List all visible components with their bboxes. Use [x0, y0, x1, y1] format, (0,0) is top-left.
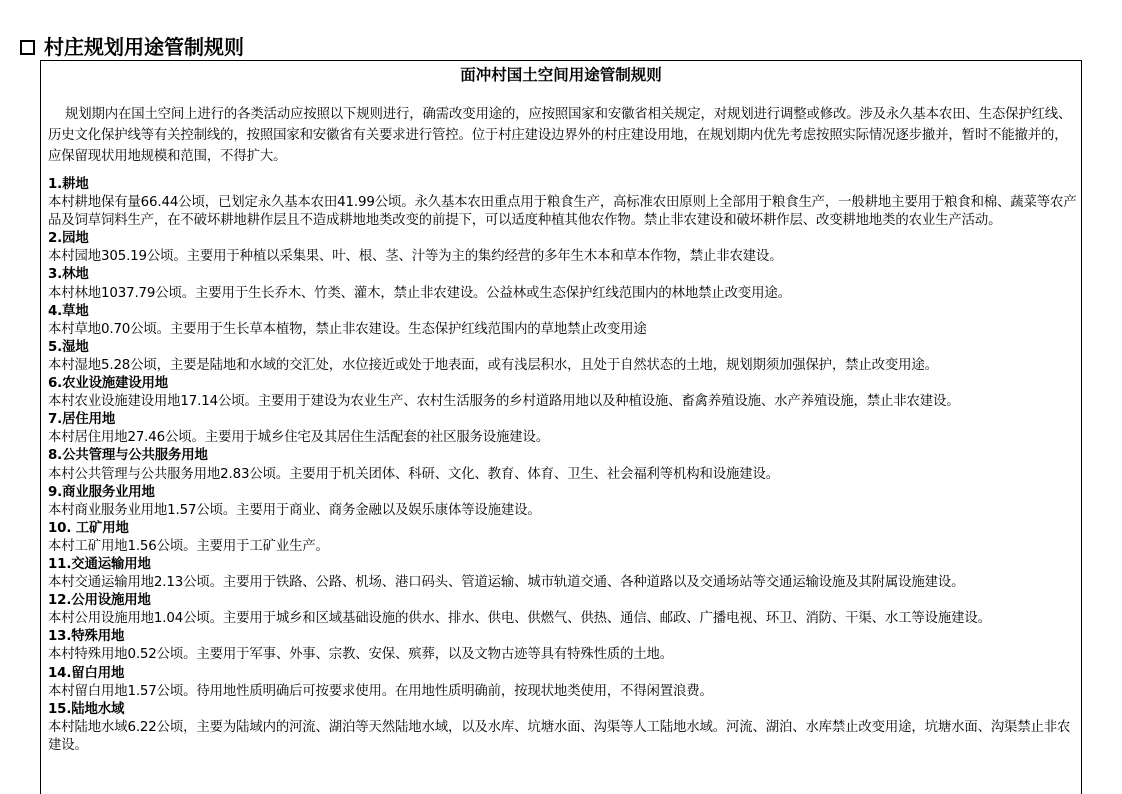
section-title: 6.农业设施建设用地	[48, 376, 169, 392]
section-body: 本村林地1037.79公顷。主要用于生长乔木、竹类、灌木，禁止非农建设。公益林或生态保护红线范围内的林地禁止改变用途。	[48, 285, 791, 301]
sections-list	[48, 176, 1082, 755]
page-heading	[20, 34, 244, 60]
checkbox-square-icon	[20, 40, 35, 55]
section-body: 本村陆地水域6.22公顷，主要为陆域内的河流、湖泊等天然陆地水域，以及水库、坑塘水面、沟渠等人工陆地水域。河流、湖泊、水库禁止改变用途，坑塘水面、沟渠禁止非农建设。	[48, 719, 1071, 753]
section-title: 14.留白用地	[48, 665, 125, 681]
section-body: 本村耕地保有量66.44公顷，已划定永久基本农田41.99公顷。永久基本农田重点用于粮食生产，高标准农田原则上全部用于粮食生产，一般耕地主要用于粮食和棉、蔬菜等农产品及饲草饲料生产，在不破坏耕地耕作层且不造成耕地地类改变的前提下，可以适度种植其他农作物。禁止非农建设和破坏耕作层、改变耕地地类的农业生产活动。	[48, 195, 1077, 229]
section-item	[48, 375, 1082, 411]
section-title: 13.特殊用地	[48, 629, 125, 645]
section-item	[48, 230, 1082, 266]
section-item	[48, 628, 1082, 664]
section-body: 本村工矿用地1.56公顷。主要用于工矿业生产。	[48, 538, 329, 554]
section-title: 3.林地	[48, 267, 89, 283]
section-title: 8.公共管理与公共服务用地	[48, 448, 208, 464]
section-item	[48, 176, 1082, 230]
section-item	[48, 484, 1082, 520]
section-body: 本村湿地5.28公顷，主要是陆地和水域的交汇处，水位接近或处于地表面，或有浅层积水，且处于自然状态的土地，规划期须加强保护，禁止改变用途。	[48, 357, 938, 373]
page-title: 村庄规划用途管制规则	[44, 35, 244, 59]
section-body: 本村交通运输用地2.13公顷。主要用于铁路、公路、机场、港口码头、管道运输、城市轨道交通、各种道路以及交通场站等交通运输设施及其附属设施建设。	[48, 575, 965, 591]
section-item	[48, 592, 1082, 628]
section-title: 9.商业服务业用地	[48, 484, 155, 500]
section-item	[48, 303, 1082, 339]
section-item	[48, 665, 1082, 701]
section-item	[48, 701, 1082, 755]
section-title: 7.居住用地	[48, 412, 116, 428]
section-item	[48, 447, 1082, 483]
section-title: 12.公用设施用地	[48, 593, 151, 609]
section-title: 11.交通运输用地	[48, 556, 151, 572]
section-title: 2.园地	[48, 231, 89, 247]
rules-title: 面冲村国土空间用途管制规则	[460, 66, 662, 84]
section-title: 10. 工矿用地	[48, 520, 129, 536]
section-body: 本村特殊用地0.52公顷。主要用于军事、外事、宗教、安保、殡葬，以及文物古迹等具有特殊性质的土地。	[48, 647, 674, 663]
section-body: 本村商业服务业用地1.57公顷。主要用于商业、商务金融以及娱乐康体等设施建设。	[48, 502, 541, 518]
section-title: 1.耕地	[48, 177, 89, 192]
section-item	[48, 411, 1082, 447]
section-body: 本村农业设施建设用地17.14公顷。主要用于建设为农业生产、农村生活服务的乡村道路用地以及种植设施、畜禽养殖设施、水产养殖设施，禁止非农建设。	[48, 394, 960, 410]
section-title: 15.陆地水域	[48, 701, 125, 717]
section-body: 本村园地305.19公顷。主要用于种植以采集果、叶、根、茎、汁等为主的集约经营的多年生木本和草本作物，禁止非农建设。	[48, 249, 783, 265]
section-title: 5.湿地	[48, 339, 89, 355]
section-item	[48, 339, 1082, 375]
section-body: 本村居住用地27.46公顷。主要用于城乡住宅及其居住生活配套的社区服务设施建设。	[48, 430, 550, 446]
section-item	[48, 520, 1082, 556]
rules-panel	[40, 60, 1082, 794]
section-title: 4.草地	[48, 303, 89, 319]
intro-paragraph: 规划期内在国土空间上进行的各类活动应按照以下规则进行，确需改变用途的，应按照国家和安徽省相关规定，对规划进行调整或修改。涉及永久基本农田、生态保护红线、历史文化保护线等有关控制线的，按照国家和安徽省有关要求进行管控。位于村庄建设边界外的村庄建设用地，在规划期内优先考虑按照实际情况逐步撤并，暂时不能撤并的，应保留现状用地规模和范围，不得扩大。	[48, 107, 1072, 164]
section-body: 本村公用设施用地1.04公顷。主要用于城乡和区域基础设施的供水、排水、供电、供燃气、供热、通信、邮政、广播电视、环卫、消防、干渠、水工等设施建设。	[48, 611, 991, 627]
section-body: 本村留白用地1.57公顷。待用地性质明确后可按要求使用。在用地性质明确前，按现状地类使用，不得闲置浪费。	[48, 683, 713, 699]
section-item	[48, 556, 1082, 592]
section-body: 本村公共管理与公共服务用地2.83公顷。主要用于机关团体、科研、文化、教育、体育、卫生、社会福利等机构和设施建设。	[48, 466, 779, 482]
section-body: 本村草地0.70公顷。主要用于生长草本植物，禁止非农建设。生态保护红线范围内的草地禁止改变用途	[48, 321, 647, 337]
section-item	[48, 266, 1082, 302]
